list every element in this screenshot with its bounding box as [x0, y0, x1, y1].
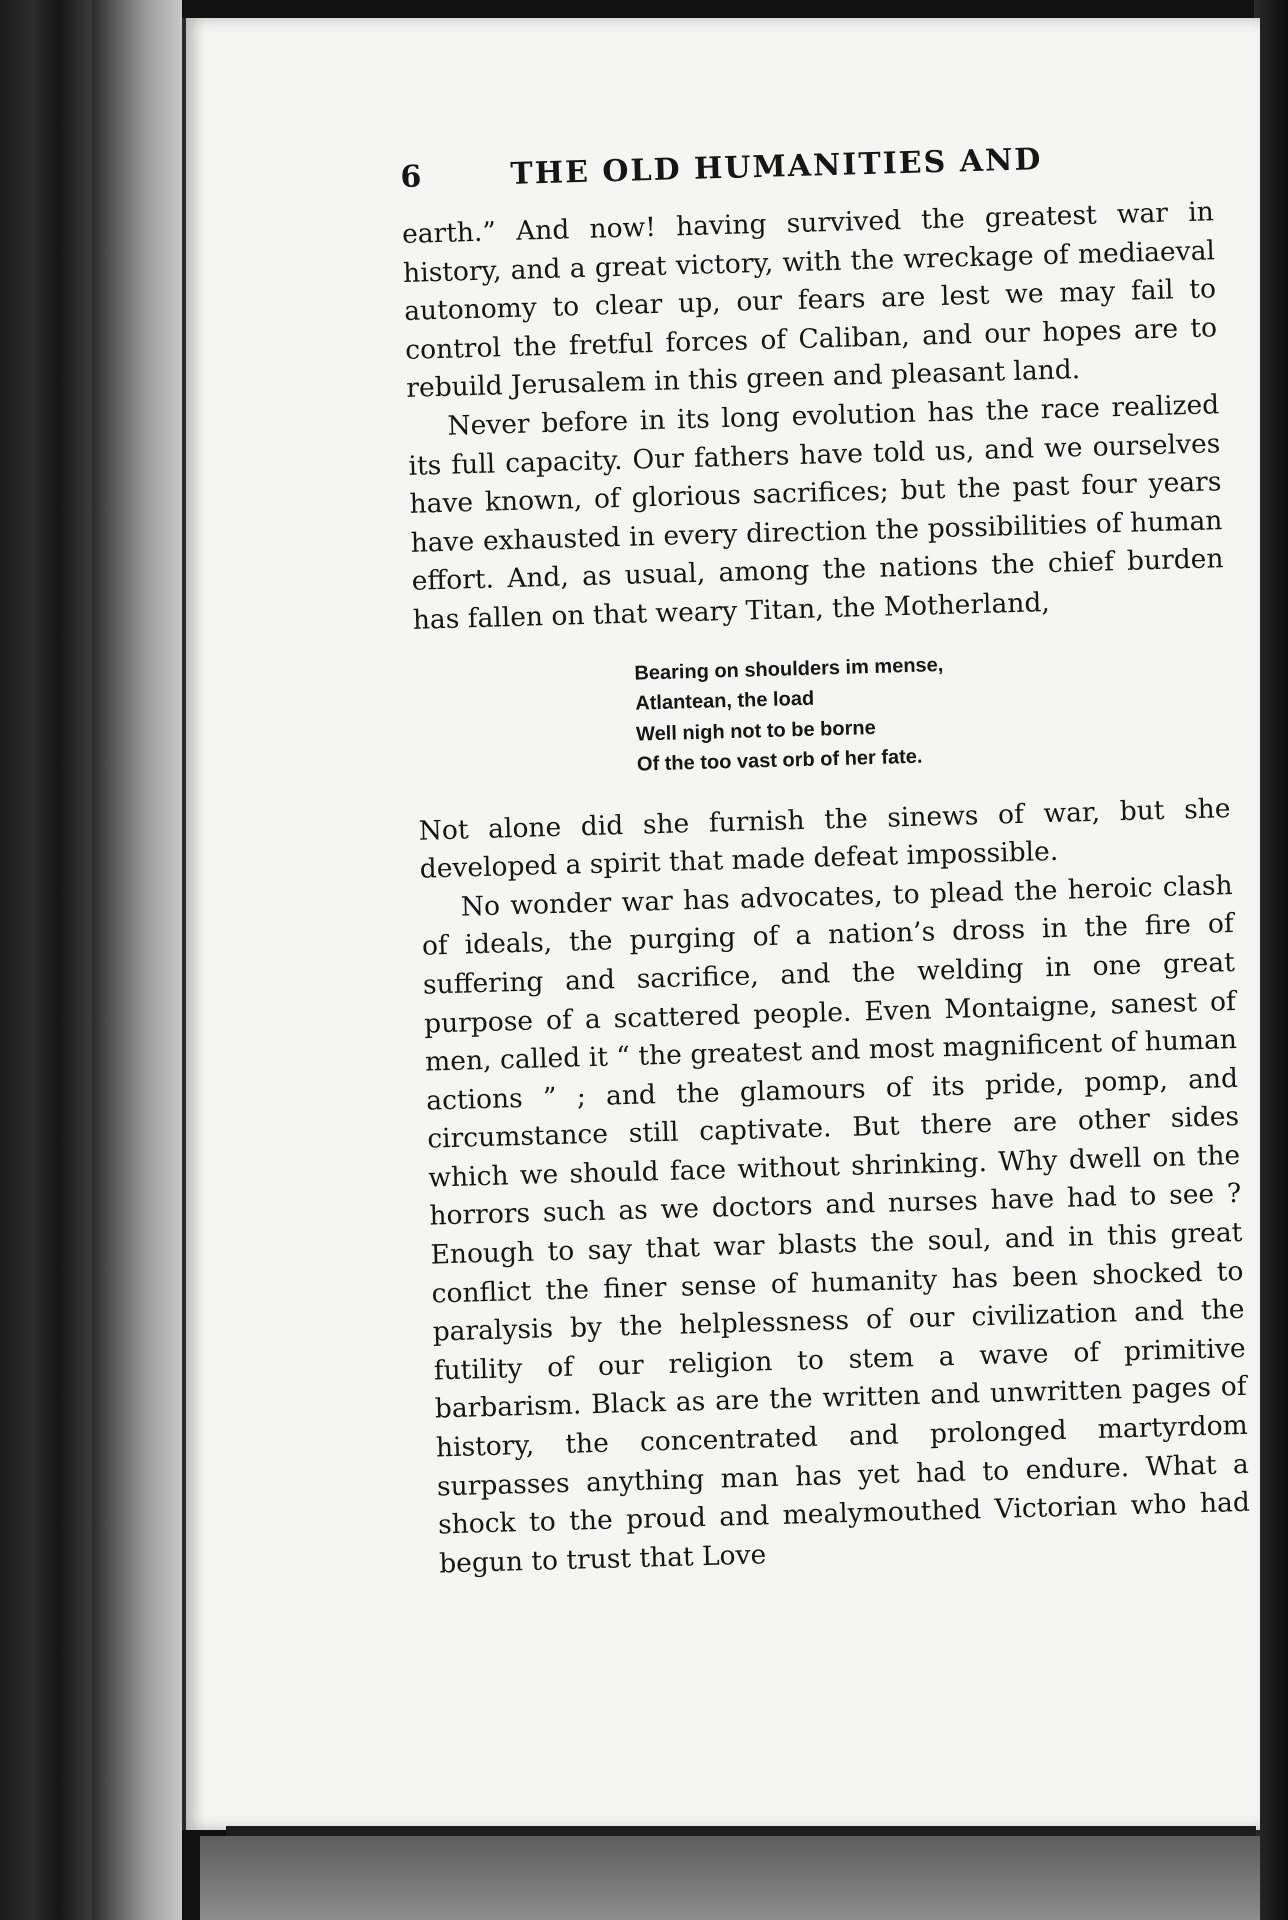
page-number: 6: [400, 159, 423, 195]
paragraph-1: earth.” And now! having survived the greatest war in history, and a great victory, with the wreckage of mediaeval autonomy to clear up, our fears are lest we may fail to control the fretful forces of Caliban, and our hopes are to rebuild Jerusalem in this green and pleasant land.: [401, 196, 1218, 405]
surface-below-page: [200, 1836, 1260, 1920]
verse-line: Of the too vast orb of her fate.: [636, 745, 923, 776]
paragraph-3: Not alone did she furnish the sinews of war, but she developed a spirit that made defeat impossible.: [418, 792, 1231, 885]
verse-line: Well nigh not to be borne: [635, 716, 876, 746]
verse-quotation: [634, 642, 1229, 780]
page-text: [400, 137, 1251, 1584]
page-stack-edge: [92, 0, 182, 1920]
verse-line: Bearing on shoulders im mense,: [634, 653, 944, 685]
paragraph-2: Never before in its long evolution has the race realized its full capacity. Our fathers have told us, and we ourselves have known, of glorious sacrifices; but the past four years have exhausted in every direction the possibilities of human effort. And, as usual, among the nations the chief burden has fallen on that weary Titan, the Motherland,: [408, 389, 1224, 636]
verse-line: Atlantean, the load: [634, 687, 815, 715]
page-bottom-edge: [226, 1826, 1256, 1836]
running-title: THE OLD HUMANITIES AND: [509, 142, 1043, 192]
paragraph-4: No wonder war has advocates, to plead the heroic clash of ideals, the purging of a nation’s dross in the fire of suffering and sacrifice, and the welding in one great purpose of a scattered people. Even Montaigne, sanest of men, called it “ the greatest and most magnificent of human actions ” ; and the glamours of its pride, pomp, and circumstance still captivate. But there are other sides which we should face without shrinking. Why dwell on the horrors such as we doctors and nurses have had to see ? Enough to say that war blasts the soul, and in this great conflict the finer sense of humanity has been shocked to paralysis by the helplessness of our civilization and the futility of our religion to stem a wave of primitive barbarism. Black as are the written and unwritten pages of history, the concentrated and prolonged martyrdom surpasses anything man has yet had to endure. What a shock to the proud and mealymouthed Victorian who had begun to trust that Love: [421, 869, 1251, 1580]
